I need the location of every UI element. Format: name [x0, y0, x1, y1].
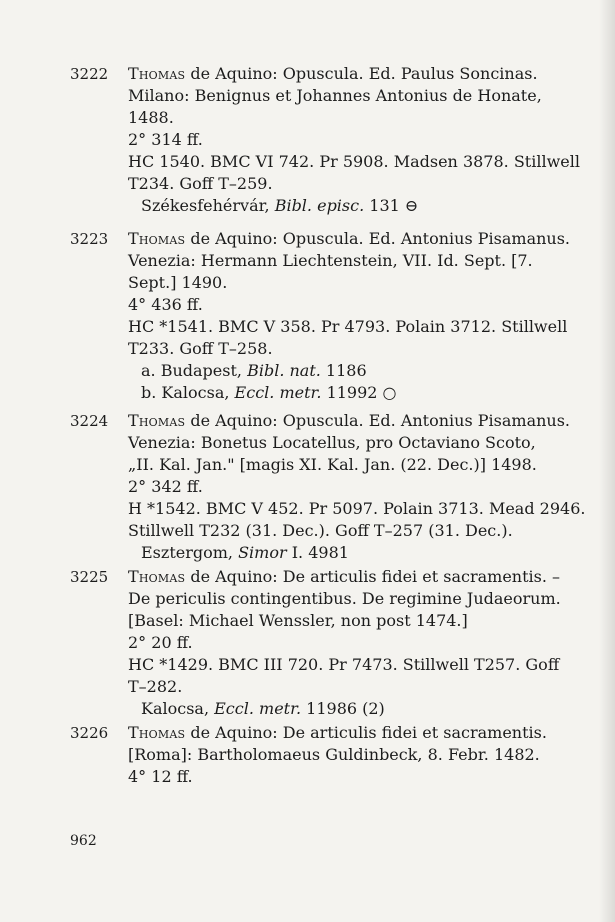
author-name: Thomas [128, 229, 186, 248]
collation-line: 4° 436 ff. [128, 295, 203, 314]
imprint-line: [Roma]: Bartholomaeus Guldinbeck, 8. Febr. 1482. [128, 745, 540, 764]
holding-line [141, 195, 418, 217]
references-line: HC *1541. BMC V 358. Pr 4793. Polain 3712. Stillwell [128, 317, 568, 336]
holding-library: Eccl. metr. [234, 383, 322, 402]
imprint-line: 1488. [128, 108, 174, 127]
imprint-line: Sept.] 1490. [128, 273, 228, 292]
references-line: T234. Goff T–259. [128, 174, 273, 193]
collation-line: 2° 20 ff. [128, 633, 193, 652]
holding-shelfmark: 11992 ○ [321, 383, 397, 402]
collation-line: 2° 342 ff. [128, 477, 203, 496]
author-name: Thomas [128, 411, 186, 430]
entry-title-line [128, 722, 547, 744]
entry-title-line [128, 63, 538, 85]
author-name: Thomas [128, 567, 186, 586]
references-line: HC *1429. BMC III 720. Pr 7473. Stillwell T257. Goff [128, 655, 560, 674]
holding-shelfmark: 11986 (2) [301, 699, 385, 718]
entry-number: 3225 [70, 568, 109, 586]
holding-line [141, 542, 349, 564]
entry-number: 3224 [70, 412, 109, 430]
imprint-line: „II. Kal. Jan." [magis XI. Kal. Jan. (22. Dec.)] 1498. [128, 455, 537, 474]
title-text: de Aquino: De articulis fidei et sacramentis. – [190, 567, 561, 586]
holding-line [141, 360, 367, 382]
title-text: de Aquino: Opuscula. Ed. Paulus Soncinas. [190, 64, 538, 83]
entry-title-line [128, 566, 560, 588]
references-line: T–282. [128, 677, 183, 696]
holding-city: Esztergom, [141, 543, 239, 562]
title-continuation-line: De periculis contingentibus. De regimine Judaeorum. [128, 589, 561, 608]
title-text: de Aquino: Opuscula. Ed. Antonius Pisamanus. [190, 229, 571, 248]
holding-line [141, 698, 385, 720]
references-line: Stillwell T232 (31. Dec.). Goff T–257 (31. Dec.). [128, 521, 513, 540]
holding-shelfmark: 1186 [320, 361, 367, 380]
holding-library: Simor [238, 543, 287, 562]
collation-line: 4° 12 ff. [128, 767, 193, 786]
imprint-line: Milano: Benignus et Johannes Antonius de Honate, [128, 86, 542, 105]
author-name: Thomas [128, 64, 186, 83]
references-line: T233. Goff T–258. [128, 339, 273, 358]
references-line: H *1542. BMC V 452. Pr 5097. Polain 3713. Mead 2946. [128, 499, 586, 518]
holding-city: Kalocsa, [141, 699, 215, 718]
holding-library: Eccl. metr. [214, 699, 302, 718]
entry-number: 3222 [70, 65, 109, 83]
page-number: 962 [70, 833, 97, 849]
holding-library: Bibl. episc. [274, 196, 365, 215]
collation-line: 2° 314 ff. [128, 130, 203, 149]
references-line: HC 1540. BMC VI 742. Pr 5908. Madsen 3878. Stillwell [128, 152, 580, 171]
holding-shelfmark: I. 4981 [286, 543, 349, 562]
imprint-line: [Basel: Michael Wenssler, non post 1474.] [128, 611, 468, 630]
holding-library: Bibl. nat. [247, 361, 321, 380]
title-text: de Aquino: De articulis fidei et sacramentis. [190, 723, 547, 742]
author-name: Thomas [128, 723, 186, 742]
imprint-line: Venezia: Bonetus Locatellus, pro Octaviano Scoto, [128, 433, 536, 452]
title-text: de Aquino: Opuscula. Ed. Antonius Pisamanus. [190, 411, 571, 430]
holding-shelfmark: 131 ⊖ [364, 196, 419, 215]
imprint-line: Venezia: Hermann Liechtenstein, VII. Id. Sept. [7. [128, 251, 533, 270]
entry-number: 3226 [70, 724, 109, 742]
entry-title-line [128, 410, 570, 432]
holding-city: a. Budapest, [141, 361, 248, 380]
holding-city: Székesfehérvár, [141, 196, 275, 215]
entry-number: 3223 [70, 230, 109, 248]
entry-title-line [128, 228, 570, 250]
holding-line [141, 382, 397, 404]
holding-city: b. Kalocsa, [141, 383, 235, 402]
